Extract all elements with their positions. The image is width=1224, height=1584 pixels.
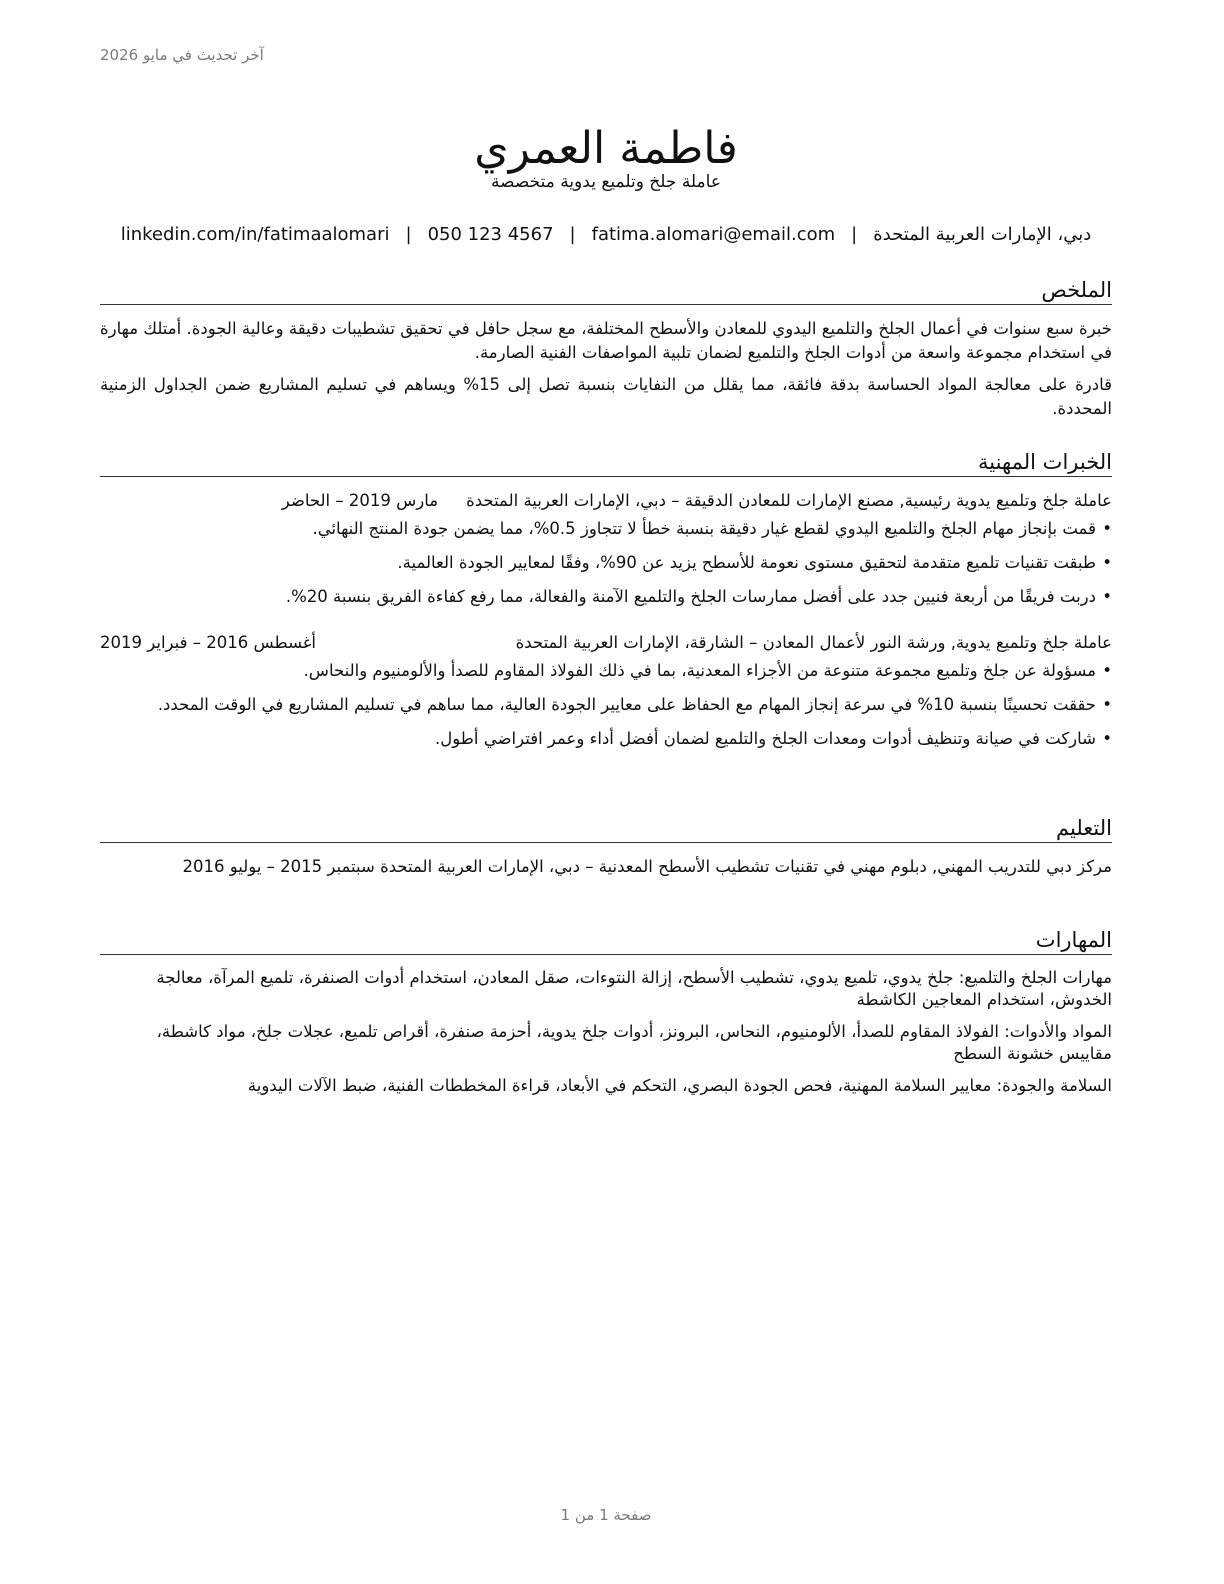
contact-line (100, 222, 1112, 248)
summary-paragraph: خبرة سبع سنوات في أعمال الجلخ والتلميع اليدوي للمعادن والأسطح المختلفة، مع سجل حافل في تحقيق تشطيبات دقيقة وعالية الجودة. أمتلك مهارة في استخدام مجموعة واسعة من أدوات الجلخ والتلميع لضمان تلبية المواصفات الفنية الصارمة. (100, 319, 1112, 362)
contact-phone: 050 123 4567 (427, 224, 554, 245)
list-item: • حققت تحسينًا بنسبة 10% في سرعة إنجاز المهام مع الحفاظ على معايير الجودة العالية، مما ساهم في تسليم المشاريع في الوقت المحدد. (157, 695, 1112, 714)
page-number: صفحة 1 من 1 (560, 1506, 652, 1524)
skill-group: السلامة والجودة: معايير السلامة المهنية، فحص الجودة البصري، التحكم في الأبعاد، قراءة المخططات الفنية، ضبط الآلات اليدوية (247, 1076, 1112, 1095)
skills-section (100, 926, 1112, 1107)
candidate-title: عاملة جلخ وتلميع يدوية متخصصة (491, 172, 721, 192)
job-header (100, 489, 1112, 513)
last-updated: آخر تحديث في مايو 2026 (100, 46, 264, 64)
contact-location: دبي، الإمارات العربية المتحدة (873, 224, 1092, 245)
contact-separator: | (569, 224, 576, 245)
experience-section (100, 448, 1112, 761)
summary-section (100, 276, 1112, 429)
list-item: • مسؤولة عن جلخ وتلميع مجموعة متنوعة من الأجزاء المعدنية، بما في ذلك الفولاذ المقاوم للصدأ والألومنيوم والنحاس. (303, 661, 1112, 680)
candidate-name: فاطمة العمري (474, 123, 738, 175)
job-role-company: عاملة جلخ وتلميع يدوية رئيسية, مصنع الإمارات للمعادن الدقيقة – دبي، الإمارات العربية المتحدة (466, 491, 1112, 510)
contact-separator: | (851, 224, 858, 245)
education-entry: مركز دبي للتدريب المهني, دبلوم مهني في تقنيات تشطيب الأسطح المعدنية – دبي، الإمارات العربية المتحدة سبتمبر 2015 – يوليو 2016 (182, 857, 1112, 876)
skills-heading: المهارات (100, 926, 1112, 955)
list-item: • دربت فريقًا من أربعة فنيين جدد على أفضل ممارسات الجلخ والتلميع الآمنة والفعالة، مما رفع كفاءة الفريق بنسبة 20%. (285, 587, 1112, 606)
list-item: • شاركت في صيانة وتنظيف أدوات ومعدات الجلخ والتلميع لضمان أفضل أداء وعمر افتراضي أطول. (435, 729, 1112, 748)
education-section (100, 814, 1112, 887)
job-entry (100, 631, 1112, 751)
contact-separator: | (405, 224, 412, 245)
summary-heading: الملخص (100, 276, 1112, 305)
job-role-company: عاملة جلخ وتلميع يدوية, ورشة النور لأعمال المعادن – الشارقة، الإمارات العربية المتحدة (515, 633, 1112, 652)
job-entry (100, 489, 1112, 609)
job-dates: مارس 2019 – الحاضر (281, 491, 439, 510)
job-bullets (100, 659, 1112, 751)
education-dates: سبتمبر 2015 – يوليو 2016 (182, 857, 375, 876)
resume-page (100, 0, 1112, 1584)
education-heading: التعليم (100, 814, 1112, 843)
skill-group: المواد والأدوات: الفولاذ المقاوم للصدأ، الألومنيوم، النحاس، البرونز، أدوات جلخ يدوية، أحزمة صنفرة، أقراص تلميع، عجلات جلخ، مواد كاشطة، مقاييس خشونة السطح (156, 1022, 1112, 1063)
experience-heading: الخبرات المهنية (100, 448, 1112, 477)
job-bullets (100, 517, 1112, 609)
list-item: • قمت بإنجاز مهام الجلخ والتلميع اليدوي لقطع غيار دقيقة بنسبة خطأ لا تتجاوز 0.5%، مما يضمن جودة المنتج النهائي. (312, 519, 1112, 538)
job-dates: أغسطس 2016 – فبراير 2019 (100, 633, 316, 652)
contact-linkedin[interactable]: linkedin.com/in/fatimaalomari (120, 224, 390, 245)
summary-paragraph: قادرة على معالجة المواد الحساسة بدقة فائقة، مما يقلل من النفايات بنسبة تصل إلى 15% ويساهم في تسليم المشاريع ضمن الجداول الزمنية المحددة. (100, 375, 1112, 418)
job-header (100, 631, 1112, 655)
list-item: • طبقت تقنيات تلميع متقدمة لتحقيق مستوى نعومة للأسطح يزيد عن 90%، وفقًا لمعايير الجودة العالمية. (397, 553, 1112, 572)
contact-email[interactable]: fatima.alomari@email.com (591, 224, 836, 245)
skill-group: مهارات الجلخ والتلميع: جلخ يدوي، تلميع يدوي، تشطيب الأسطح، إزالة النتوءات، صقل المعادن، استخدام أدوات الصنفرة، تلميع المرآة، معالجة الخدوش، استخدام المعاجين الكاشطة (156, 968, 1112, 1009)
